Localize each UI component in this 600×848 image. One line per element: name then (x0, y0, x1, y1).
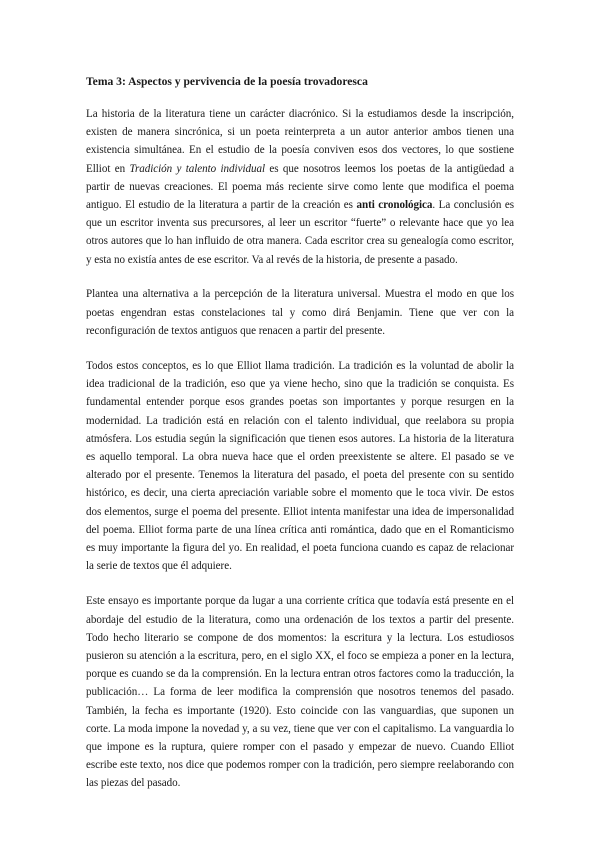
paragraph-1-italic-title: Tradición y talento individual (129, 162, 266, 175)
paragraph-1-text-b: es que nosotros leemos los poetas de la antigüedad a partir de nuevas creaciones. El poema más reciente sirve como lente que modifica el poema antiguo. El estudio de la literatura a partir de la creación es (86, 162, 515, 212)
paragraph-1-bold-term: anti cronológica (356, 199, 433, 212)
document-title: Tema 3: Aspectos y pervivencia de la poesía trovadoresca (86, 75, 368, 88)
paragraph-1-text-c: . La conclusión es que un escritor inventa sus precursores, al leer un escritor “fuerte” o relevante hace que yo lea otros autores que lo han influido de otra manera. Cada escritor crea su genealogía como escritor, y esta no existía antes de ese escritor. Va al revés de la historia, de presente a pasado. (86, 199, 515, 266)
paragraph-1-text-a: La historia de la literatura tiene un carácter diacrónico. Si la estudiamos desde la inscripción, existen de manera sincrónica, si un poeta reinterpreta a un autor anterior ambos tienen una existencia simultánea. En el estudio de la poesía conviven esos dos vectores, lo que sostiene Elliot en (86, 108, 514, 175)
document-body (86, 73, 514, 793)
paragraph-1 (86, 105, 514, 269)
paragraph-3: Todos estos conceptos, es lo que Elliot llama tradición. La tradición es la voluntad de abolir la idea tradicional de la tradición, eso que ya viene hecho, sino que la tradición se conquista. Es fundamental entender porque esos grandes poetas son importantes y porque resurgen en la modernidad. La tradición está en relación con el talento individual, que reelabora su propia atmósfera. Los estudia según la significación que tienen esos autores. La historia de la literatura es aquello temporal. La obra nueva hace que el orden preexistente se altere. El pasado se ve alterado por el presente. Tenemos la literatura del pasado, el poeta del presente con su sentido histórico, es decir, una cierta apreciación variable sobre el momento que le toca vivir. De estos dos elementos, surge el poema del presente. Elliot intenta manifestar una idea de impersonalidad del poema. Elliot forma parte de una línea crítica anti romántica, dado que en el Romanticismo es muy importante la figura del yo. En realidad, el poeta funciona cuando es capaz de relacionar la serie de textos que él adquiere. (86, 359, 514, 573)
paragraph-4: Este ensayo es importante porque da lugar a una corriente crítica que todavía está presente en el abordaje del estudio de la literatura, como una ordenación de los textos a partir del presente. Todo hecho literario se compone de dos momentos: la escritura y la lectura. Los estudiosos pusieron su atención a la escritura, pero, en el siglo XX, el foco se empieza a poner en la lectura, porque es cuando se da la comprensión. En la lectura entran otros factores como la traducción, la publicación… La forma de leer modifica la comprensión que nosotros tenemos del pasado. También, la fecha es importante (1920). Esto coincide con las vanguardias, que suponen un corte. La moda impone la novedad y, a su vez, tiene que ver con el capitalismo. La vanguardia lo que impone es la ruptura, quiere romper con el pasado y empezar de nuevo. Cuando Elliot escribe este texto, nos dice que podemos romper con la tradición, pero siempre reelaborando con las piezas del pasado. (86, 595, 514, 790)
paragraph-2: Plantea una alternativa a la percepción de la literatura universal. Muestra el modo en que los poetas engendran estas constelaciones tal y como dirá Benjamin. Tiene que ver con la reconfiguración de textos antiguos que renacen a partir del presente. (86, 288, 514, 337)
